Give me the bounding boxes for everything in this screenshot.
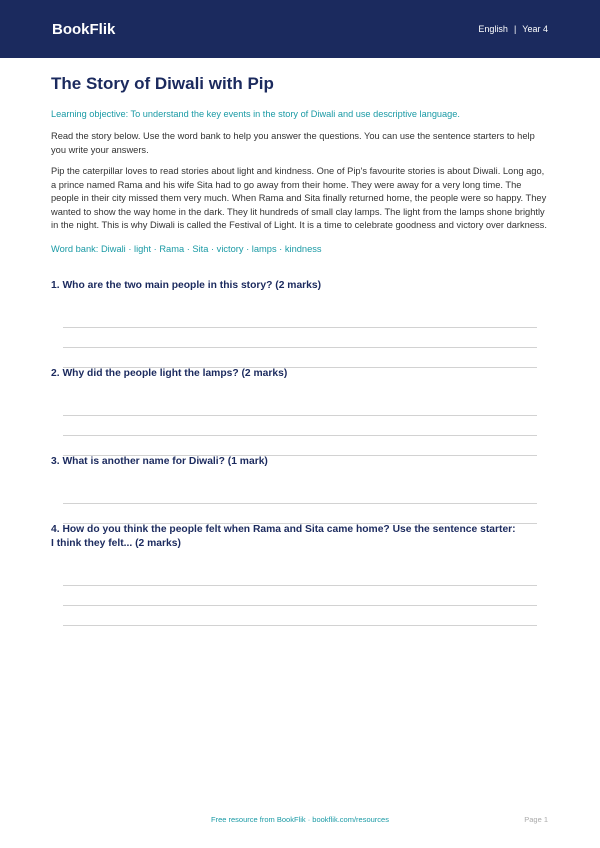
page-number: Page 1 xyxy=(524,815,548,824)
story-text: Pip the caterpillar loves to read stories about light and kindness. One of Pip's favourite stories is about Diwali. Long ago, a prince named Rama and his wife Sita had to go away from their home. They were away for a very long time. The people in their city missed them very much. When Rama and Sita finally returned home, the people were so happy. They wanted to show the way home in the dark. They lit hundreds of small clay lamps. The light from the lamps shone brightly in the night. This is why Diwali is called the Festival of Light. It is a time to celebrate goodness and victory over darkness. xyxy=(51,166,547,230)
meta-separator: | xyxy=(513,24,517,34)
instructions: Read the story below. Use the word bank to help you answer the questions. You can use the sentence starters to help you write your answers. xyxy=(51,131,535,155)
question-4: 4. How do you think the people felt when Rama and Sita came home? Use the sentence starter: I think they felt... (2 marks) xyxy=(51,524,516,549)
answer-line[interactable] xyxy=(63,605,537,606)
learning-objective: Learning objective: To understand the key events in the story of Diwali and use descriptive language. xyxy=(51,109,460,119)
page-title: The Story of Diwali with Pip xyxy=(51,74,274,93)
year-label: Year 4 xyxy=(522,24,548,34)
question-1: 1. Who are the two main people in this story? (2 marks) xyxy=(51,280,322,291)
questions-section xyxy=(51,0,549,848)
answer-line[interactable] xyxy=(63,503,537,504)
question-3: 3. What is another name for Diwali? (1 mark) xyxy=(51,456,268,467)
answer-line[interactable] xyxy=(63,327,537,328)
question-2: 2. Why did the people light the lamps? (2 marks) xyxy=(51,368,288,379)
answer-line[interactable] xyxy=(63,625,537,626)
subject-label: English xyxy=(478,24,508,34)
answer-line[interactable] xyxy=(63,347,537,348)
footer xyxy=(0,815,600,829)
brand-logo[interactable]: BookFlik xyxy=(52,20,116,38)
word-bank: Word bank: Diwali · light · Rama · Sita · victory · lamps · kindness xyxy=(51,243,322,254)
footer-link[interactable]: Free resource from BookFlik · bookflik.com/resources xyxy=(211,815,389,824)
answer-line[interactable] xyxy=(63,415,537,416)
answer-line[interactable] xyxy=(63,435,537,436)
answer-line[interactable] xyxy=(63,585,537,586)
